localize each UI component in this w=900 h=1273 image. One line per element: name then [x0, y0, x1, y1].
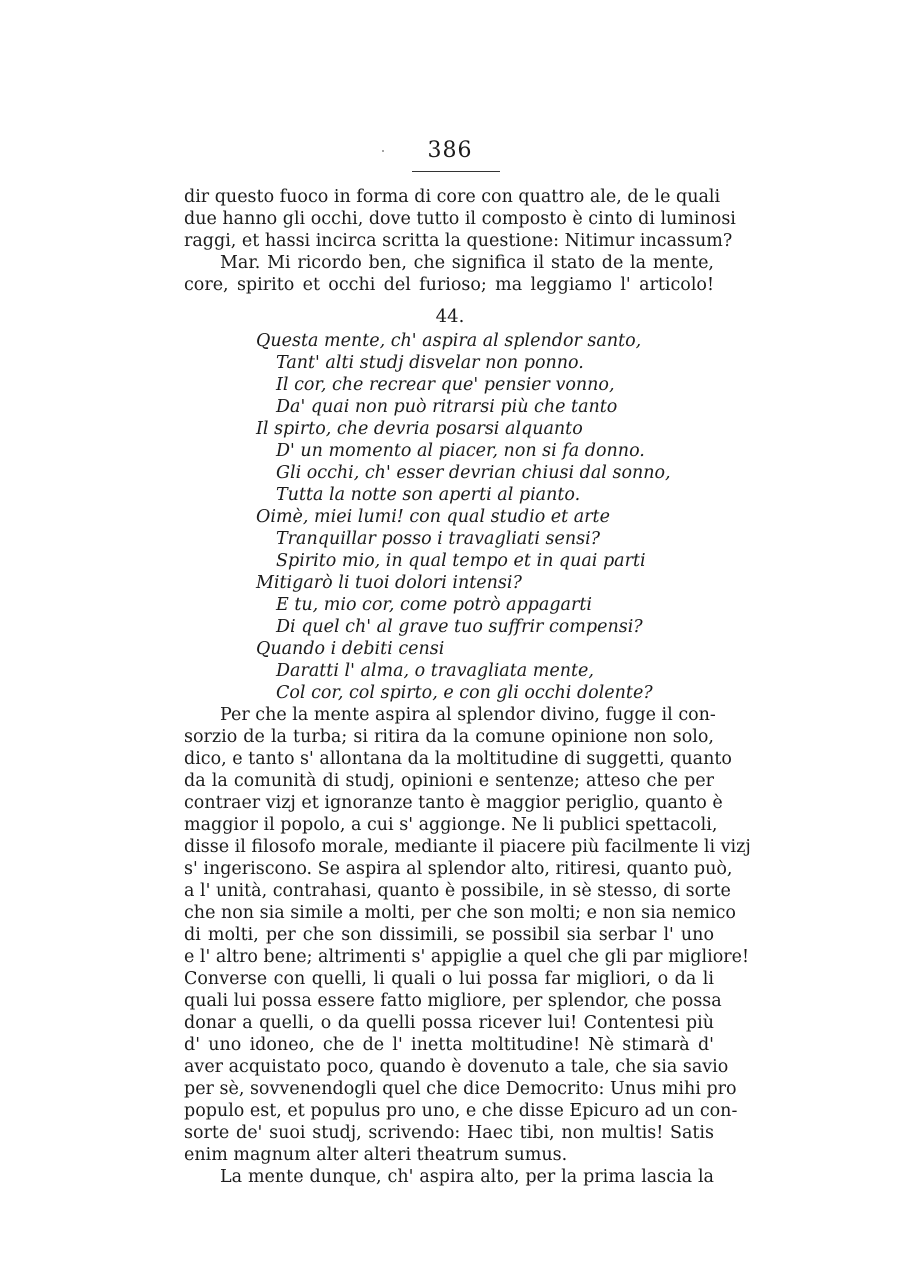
- text-line: Mar. Mi ricordo ben, che significa il stato de la mente,: [220, 253, 714, 273]
- header-rule: [412, 171, 500, 172]
- text-line: di molti, per che son dissimili, se possibil sia serbar l' uno: [184, 925, 714, 945]
- poem-verse: Mitigarò li tuoi dolori intensi?: [256, 573, 522, 593]
- poem-verse: D' un momento al piacer, non si fa donno.: [276, 441, 645, 461]
- poem-verse: Quando i debiti censi: [256, 639, 445, 659]
- text-line: Converse con quelli, li quali o lui possa far migliori, o da li: [184, 969, 714, 989]
- text-line: sorte de' suoi studj, scrivendo: Haec tibi, non multis! Satis: [184, 1123, 714, 1143]
- text-line: raggi, et hassi incirca scritta la questione: Nitimur incassum?: [184, 231, 733, 251]
- text-line: che non sia simile a molti, per che son molti; e non sia nemico: [184, 903, 736, 923]
- poem-verse: Da' quai non può ritrarsi più che tanto: [276, 397, 618, 417]
- text-line: Per che la mente aspira al splendor divino, fugge il con-: [220, 705, 716, 725]
- text-line: s' ingeriscono. Se aspira al splendor alto, ritiresi, quanto può,: [184, 859, 733, 879]
- text-line: sorzio de la turba; si ritira da la comune opinione non solo,: [184, 727, 714, 747]
- poem-verse: Di quel ch' al grave tuo suffrir compensi?: [276, 617, 643, 637]
- text-line: aver acquistato poco, quando è dovenuto a tale, che sia savio: [184, 1057, 729, 1077]
- text-line: d' uno idoneo, che de l' inetta moltitudine! Nè stimarà d': [184, 1035, 714, 1055]
- poem-verse: E tu, mio cor, come potrò appagarti: [276, 595, 592, 615]
- text-line: a l' unità, contrahasi, quanto è possibile, in sè stesso, di sorte: [184, 881, 731, 901]
- poem-verse: Il spirto, che devria posarsi alquanto: [256, 419, 583, 439]
- text-line: donar a quelli, o da quelli possa ricever lui! Contentesi più: [184, 1013, 714, 1033]
- text-line: due hanno gli occhi, dove tutto il composto è cinto di luminosi: [184, 209, 736, 229]
- poem-verse: Col cor, col spirto, e con gli occhi dolente?: [276, 683, 653, 703]
- commentary-paragraph: [184, 704, 751, 1188]
- poem-verse: Tutta la notte son aperti al pianto.: [276, 485, 581, 505]
- section-number: 44.: [435, 306, 465, 327]
- poem-verse: Daratti l' alma, o travagliata mente,: [276, 661, 594, 681]
- text-line: enim magnum alter alteri theatrum sumus.: [184, 1145, 568, 1165]
- poem-verse: Questa mente, ch' aspira al splendor santo,: [256, 331, 642, 351]
- poem-verse: Gli occhi, ch' esser devrian chiusi dal sonno,: [276, 463, 671, 483]
- poem-verse: Spirito mio, in qual tempo et in quai parti: [276, 551, 646, 571]
- poem-verse: Tant' alti studj disvelar non ponno.: [276, 353, 584, 373]
- text-line: core, spirito et occhi del furioso; ma leggiamo l' articolo!: [184, 275, 714, 295]
- text-line: contraer vizj et ignoranze tanto è maggior periglio, quanto è: [184, 793, 723, 813]
- text-line: dico, e tanto s' allontana da la moltitudine di suggetti, quanto: [184, 749, 732, 769]
- text-line: e l' altro bene; altrimenti s' appiglie a quel che gli par migliore!: [184, 947, 749, 967]
- text-line: dir questo fuoco in forma di core con quattro ale, de le quali: [184, 187, 721, 207]
- text-line: per sè, sovvenendogli quel che dice Democrito: Unus mihi pro: [184, 1079, 737, 1099]
- text-line: quali lui possa essere fatto migliore, per splendor, che possa: [184, 991, 722, 1011]
- text-line: maggior il popolo, a cui s' aggionge. Ne li publici spettacoli,: [184, 815, 718, 835]
- poem-verse: Tranquillar posso i travagliati sensi?: [276, 529, 601, 549]
- text-line: disse il filosofo morale, mediante il piacere più facilmente li vizj: [184, 837, 751, 857]
- text-line: da la comunità di studj, opinioni e sentenze; atteso che per: [184, 771, 714, 791]
- intro-paragraph: [184, 186, 736, 296]
- text-line: La mente dunque, ch' aspira alto, per la prima lascia la: [220, 1167, 714, 1187]
- poem-verse: Il cor, che recrear que' pensier vonno,: [276, 375, 615, 395]
- page-number: 386: [427, 138, 473, 163]
- poem: [256, 330, 676, 704]
- text-line: populo est, et populus pro uno, e che disse Epicuro ad un con-: [184, 1101, 738, 1121]
- poem-verse: Oimè, miei lumi! con qual studio et arte: [256, 507, 610, 527]
